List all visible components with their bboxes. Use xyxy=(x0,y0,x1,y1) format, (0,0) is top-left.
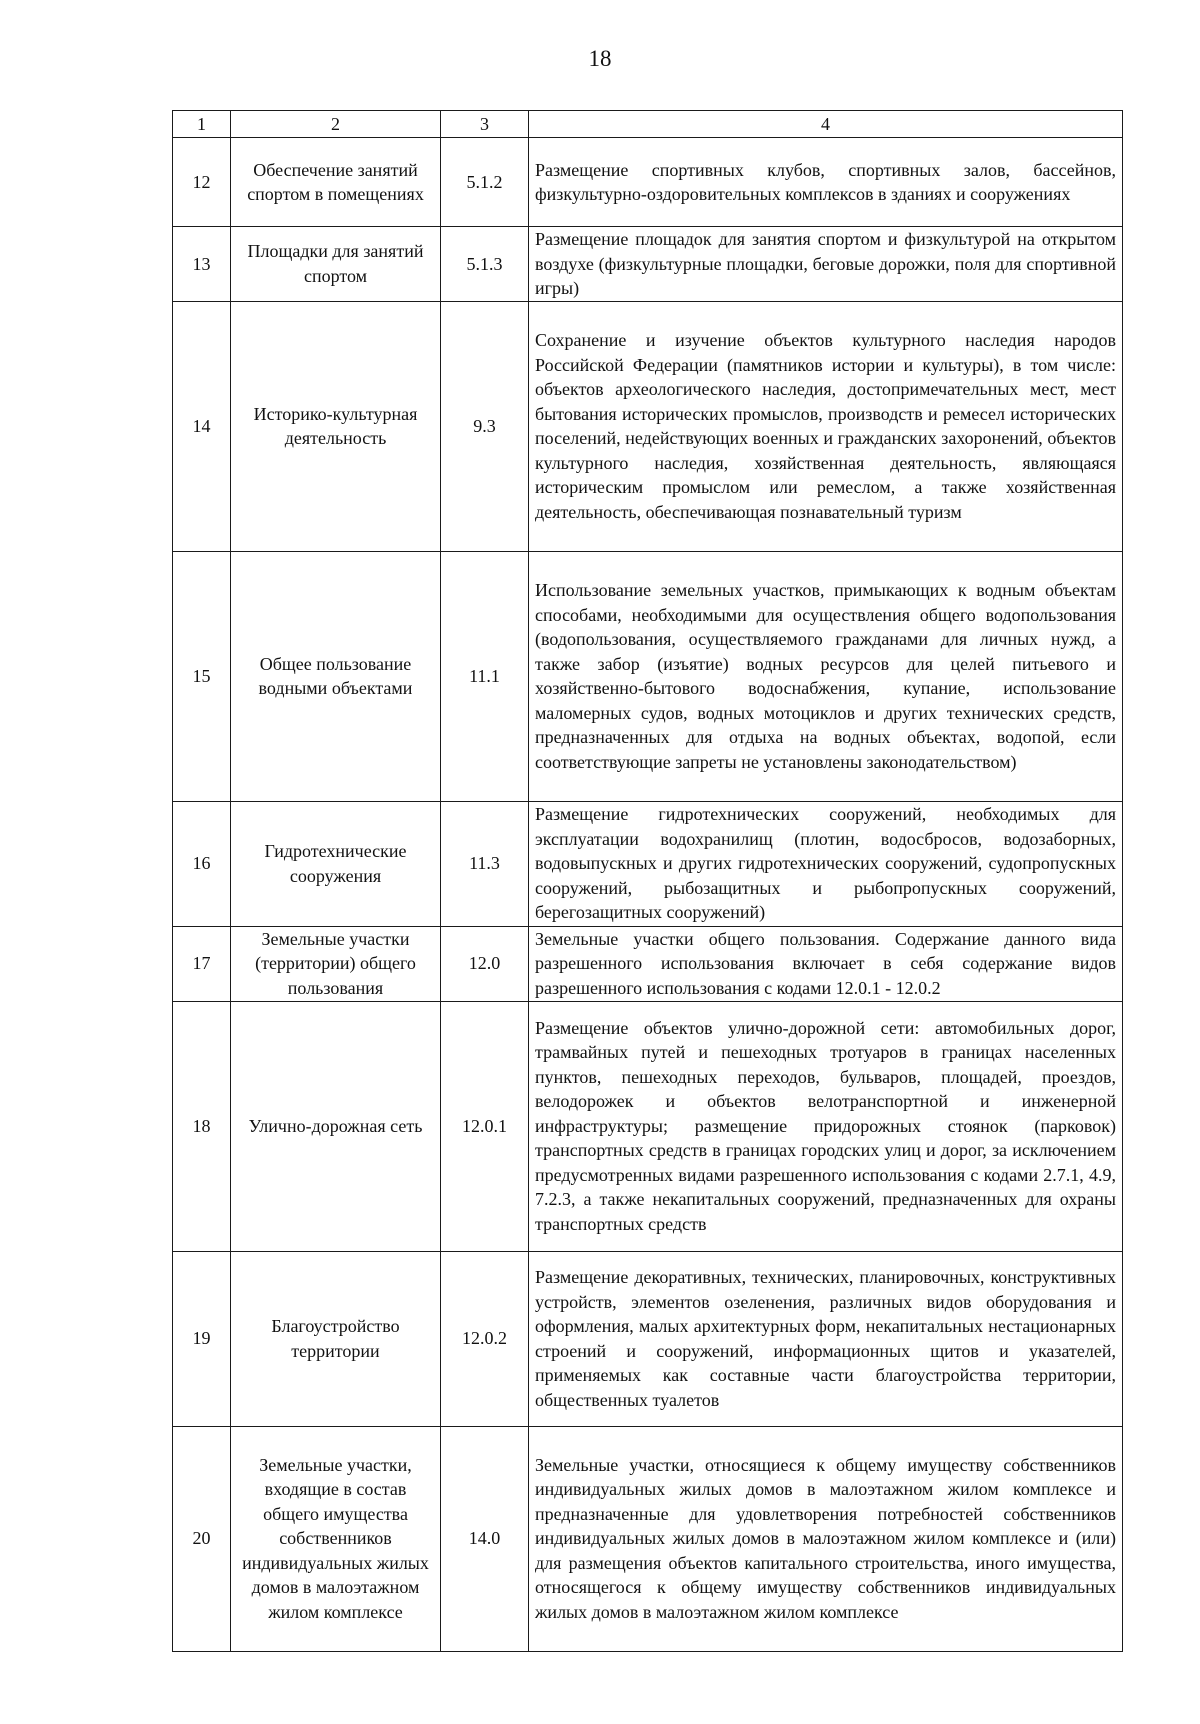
use-type-code: 9.3 xyxy=(441,301,529,551)
use-type-description: Размещение декоративных, технических, планировочных, конструктивных устройств, элементов озеленения, различных видов оборудования и оформления, малых архитектурных форм, некапитальных нестационарных строений и сооружений, информационных щитов и указателей, применяемых как составные части благоустройства территории, общественных туалетов xyxy=(529,1251,1123,1426)
use-type-code: 12.0.2 xyxy=(441,1251,529,1426)
use-type-code: 12.0.1 xyxy=(441,1001,529,1251)
use-type-code: 11.3 xyxy=(441,801,529,926)
use-type-name: Историко-культурная деятельность xyxy=(231,301,441,551)
table-row xyxy=(173,801,1123,926)
use-type-name: Благоустройство территории xyxy=(231,1251,441,1426)
land-use-table xyxy=(172,110,1123,1652)
row-number: 13 xyxy=(173,227,231,302)
column-header-1: 1 xyxy=(173,111,231,138)
table-row xyxy=(173,1426,1123,1651)
table-row xyxy=(173,301,1123,551)
table-row xyxy=(173,138,1123,227)
column-header-4: 4 xyxy=(529,111,1123,138)
row-number: 12 xyxy=(173,138,231,227)
use-type-description: Размещение гидротехнических сооружений, необходимых для эксплуатации водохранилищ (плотин, водосбросов, водозаборных, водовыпускных и других гидротехнических сооружений, судопропускных сооружений, рыбозащитных и рыбопропускных сооружений, берегозащитных сооружений) xyxy=(529,801,1123,926)
use-type-description: Земельные участки общего пользования. Содержание данного вида разрешенного использования включает в себя содержание видов разрешенного использования с кодами 12.0.1 - 12.0.2 xyxy=(529,926,1123,1001)
use-type-description: Размещение спортивных клубов, спортивных залов, бассейнов, физкультурно-оздоровительных комплексов в зданиях и сооружениях xyxy=(529,138,1123,227)
use-type-name: Общее пользование водными объектами xyxy=(231,551,441,801)
table-row xyxy=(173,227,1123,302)
table-header-row xyxy=(173,111,1123,138)
use-type-name: Обеспечение занятий спортом в помещениях xyxy=(231,138,441,227)
row-number: 15 xyxy=(173,551,231,801)
use-type-name: Гидротехнические сооружения xyxy=(231,801,441,926)
row-number: 14 xyxy=(173,301,231,551)
row-number: 16 xyxy=(173,801,231,926)
use-type-code: 5.1.2 xyxy=(441,138,529,227)
use-type-description: Земельные участки, относящиеся к общему имуществу собственников индивидуальных жилых домов в малоэтажном жилом комплексе и предназначенные для удовлетворения потребностей собственников индивидуальных жилых домов в малоэтажном жилом комплексе и (или) для размещения объектов капитального строительства, иного имущества, относящегося к общему имуществу собственников индивидуальных жилых домов в малоэтажном жилом комплексе xyxy=(529,1426,1123,1651)
use-type-description: Размещение объектов улично-дорожной сети: автомобильных дорог, трамвайных путей и пешеходных тротуаров в границах населенных пунктов, пешеходных переходов, бульваров, площадей, проездов, велодорожек и объектов велотранспортной и инженерной инфраструктуры; размещение придорожных стоянок (парковок) транспортных средств в границах городских улиц и дорог, за исключением предусмотренных видами разрешенного использования с кодами 2.7.1, 4.9, 7.2.3, а также некапитальных сооружений, предназначенных для охраны транспортных средств xyxy=(529,1001,1123,1251)
use-type-code: 14.0 xyxy=(441,1426,529,1651)
use-type-name: Земельные участки, входящие в состав общего имущества собственников индивидуальных жилых домов в малоэтажном жилом комплексе xyxy=(231,1426,441,1651)
use-type-name: Земельные участки (территории) общего пользования xyxy=(231,926,441,1001)
table-row xyxy=(173,1251,1123,1426)
use-type-code: 11.1 xyxy=(441,551,529,801)
table-row xyxy=(173,1001,1123,1251)
row-number: 18 xyxy=(173,1001,231,1251)
use-type-description: Использование земельных участков, примыкающих к водным объектам способами, необходимыми для осуществления общего водопользования (водопользования, осуществляемого гражданами для личных нужд, а также забор (изъятие) водных ресурсов для целей питьевого и хозяйственно-бытового водоснабжения, купание, использование маломерных судов, водных мотоциклов и других технических средств, предназначенных для отдыха на водных объектах, водопой, если соответствующие запреты не установлены законодательством) xyxy=(529,551,1123,801)
row-number: 19 xyxy=(173,1251,231,1426)
page-number: 18 xyxy=(588,46,612,71)
use-type-description: Сохранение и изучение объектов культурного наследия народов Российской Федерации (памятников истории и культуры), в том числе: объектов археологического наследия, достопримечательных мест, мест бытования исторических промыслов, производств и ремесел исторических поселений, недействующих военных и гражданских захоронений, объектов культурного наследия, хозяйственная деятельность, являющаяся историческим промыслом или ремеслом, а также хозяйственная деятельность, обеспечивающая познавательный туризм xyxy=(529,301,1123,551)
use-type-code: 5.1.3 xyxy=(441,227,529,302)
column-header-3: 3 xyxy=(441,111,529,138)
row-number: 20 xyxy=(173,1426,231,1651)
column-header-2: 2 xyxy=(231,111,441,138)
row-number: 17 xyxy=(173,926,231,1001)
table-row xyxy=(173,551,1123,801)
table-row xyxy=(173,926,1123,1001)
use-type-name: Площадки для занятий спортом xyxy=(231,227,441,302)
use-type-description: Размещение площадок для занятия спортом и физкультурой на открытом воздухе (физкультурные площадки, беговые дорожки, поля для спортивной игры) xyxy=(529,227,1123,302)
use-type-name: Улично-дорожная сеть xyxy=(231,1001,441,1251)
use-type-code: 12.0 xyxy=(441,926,529,1001)
